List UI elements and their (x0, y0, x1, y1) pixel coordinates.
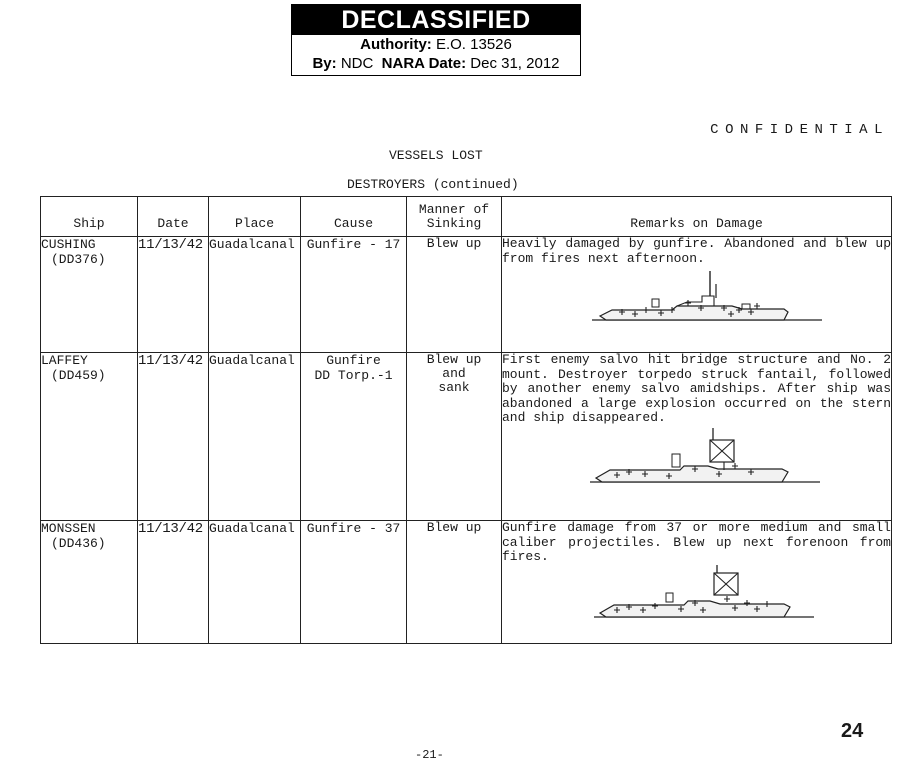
manner-line: and (442, 366, 466, 381)
place-cell: Guadalcanal (209, 521, 301, 644)
page-title: VESSELS LOST (389, 148, 483, 163)
cause-cell (301, 237, 407, 353)
page-subtitle: DESTROYERS (continued) (347, 177, 519, 192)
remarks-cell (502, 353, 892, 521)
date-cell: 11/13/42 (138, 353, 209, 521)
cause-cell (301, 521, 407, 644)
stamp-by-label: By: (312, 55, 337, 72)
ship-damage-diagram (502, 426, 878, 504)
manner-cell (407, 237, 502, 353)
ship-cell (41, 237, 138, 353)
col-header-date: Date (138, 197, 209, 237)
place-cell: Guadalcanal (209, 237, 301, 353)
manner-line: sank (438, 380, 470, 395)
cause-line: DD Torp.-1 (314, 368, 393, 383)
cause-line: Gunfire - 17 (306, 237, 401, 252)
manner-cell (407, 353, 502, 521)
stamp-authority-value: E.O. 13526 (435, 36, 512, 53)
declassified-stamp (291, 4, 581, 76)
date-cell: 11/13/42 (138, 237, 209, 353)
vessels-lost-table (40, 196, 892, 644)
col-header-ship: Ship (41, 197, 138, 237)
col-header-manner-line2: Sinking (426, 216, 482, 231)
remarks-cell (502, 237, 892, 353)
manner-line: Blew up (426, 352, 482, 367)
manner-cell (407, 521, 502, 644)
stamp-by-value: NDC (340, 55, 374, 72)
manner-line: Blew up (426, 236, 482, 251)
hull-number: (DD459) (51, 368, 106, 383)
table-row (41, 237, 892, 353)
classification-marking: CONFIDENTIAL (710, 122, 889, 138)
remarks-text: Gunfire damage from 37 or more medium and small caliber projectiles. Blew up next forenoon from fires. (502, 520, 891, 564)
table-row (41, 521, 892, 644)
ship-name: CUSHING (41, 237, 96, 252)
col-header-cause: Cause (301, 197, 407, 237)
hull-number: (DD376) (51, 252, 106, 267)
remarks-cell (502, 521, 892, 644)
ship-cell (41, 521, 138, 644)
hull-number: (DD436) (51, 536, 106, 551)
stamp-authority (292, 35, 580, 54)
stamp-nara-label: NARA Date: (381, 55, 467, 72)
ship-cell (41, 353, 138, 521)
cause-line: Gunfire - 37 (306, 521, 401, 536)
stamp-nara-value: Dec 31, 2012 (470, 55, 560, 72)
cause-cell (301, 353, 407, 521)
cause-line: Gunfire (326, 353, 381, 368)
page-number: -21- (415, 748, 444, 762)
remarks-text: Heavily damaged by gunfire. Abandoned and blew up from fires next afternoon. (502, 236, 891, 266)
table-row (41, 353, 892, 521)
remarks-text: First enemy salvo hit bridge structure and No. 2 mount. Destroyer torpedo struck fantail, followed by another enemy salvo amidships. After ship was abandoned a large explosion occurred on the stern and ship disappeared. (502, 352, 891, 425)
ship-damage-diagram (502, 266, 878, 336)
stamp-by (292, 54, 580, 73)
page-stamp-number: 24 (841, 720, 864, 742)
col-header-manner (407, 197, 502, 237)
col-header-remarks: Remarks on Damage (502, 197, 892, 237)
ship-name: LAFFEY (41, 353, 88, 368)
stamp-authority-label: Authority: (360, 36, 432, 53)
date-cell: 11/13/42 (138, 521, 209, 644)
col-header-place: Place (209, 197, 301, 237)
manner-line: Blew up (426, 520, 482, 535)
col-header-manner-line1: Manner of (418, 202, 490, 217)
table-header-row (41, 197, 892, 237)
place-cell: Guadalcanal (209, 353, 301, 521)
ship-name: MONSSEN (41, 521, 96, 536)
ship-damage-diagram (502, 565, 878, 629)
stamp-title: DECLASSIFIED (292, 5, 580, 35)
